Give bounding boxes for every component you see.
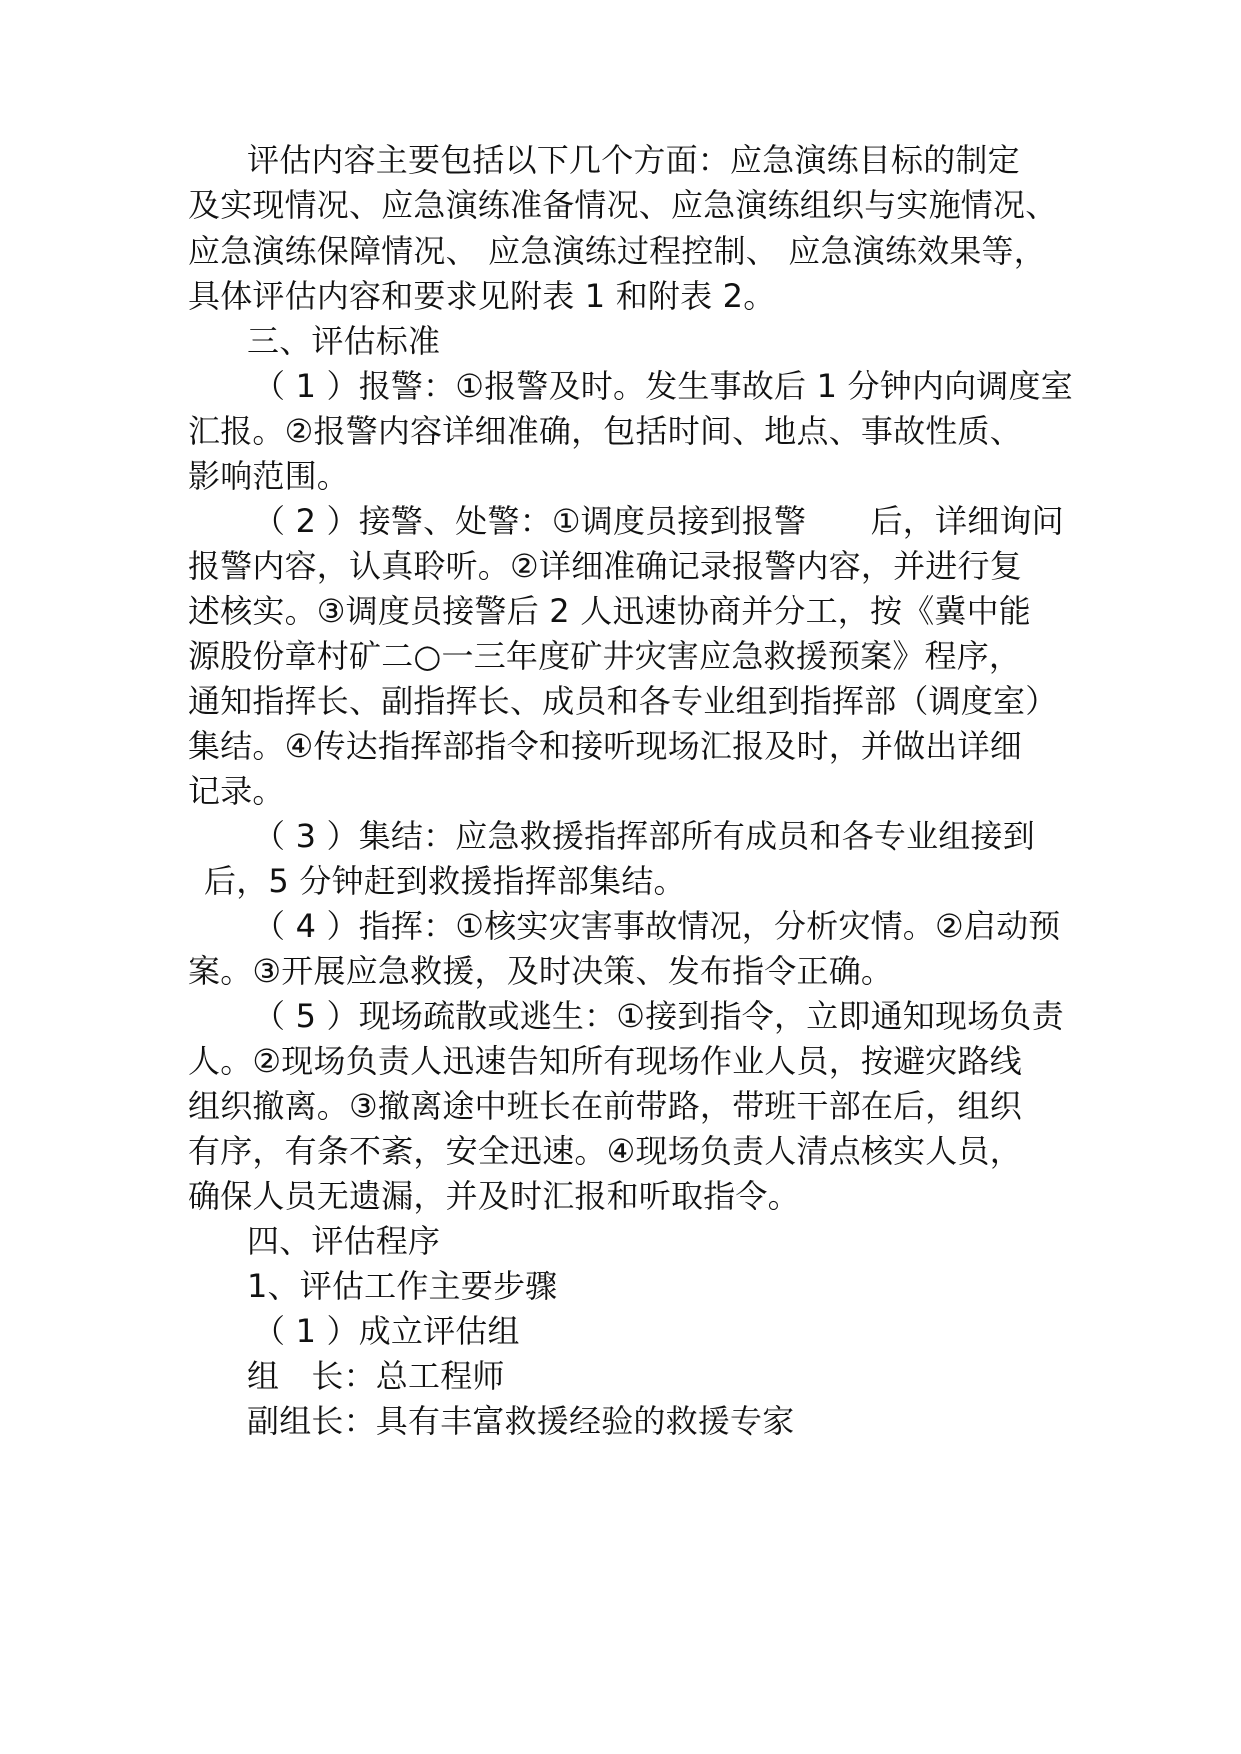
paragraph-line: 案。③开展应急救援，及时决策、发布指令正确。 <box>188 952 894 990</box>
paragraph-line: 有序，有条不紊，安全迅速。④现场负责人清点核实人员， <box>188 1132 1022 1170</box>
paragraph-line: 人。②现场负责人迅速告知所有现场作业人员，按避灾路线 <box>188 1042 1022 1080</box>
paragraph-line: 具体评估内容和要求见附表 1 和附表 2。 <box>188 277 776 315</box>
paragraph-line: （ 3 ）集结：应急救援指挥部所有成员和各专业组接到 <box>253 817 1035 855</box>
paragraph-line: 副组长：具有丰富救援经验的救援专家 <box>247 1402 795 1440</box>
paragraph-line: 评估内容主要包括以下几个方面：应急演练目标的制定 <box>247 141 1020 179</box>
paragraph-line: 及实现情况、应急演练准备情况、应急演练组织与实施情况、 <box>188 186 1058 224</box>
paragraph-line: 确保人员无遗漏，并及时汇报和听取指令。 <box>188 1177 800 1215</box>
paragraph-line: 通知指挥长、副指挥长、成员和各专业组到指挥部（调度室） <box>188 682 1058 720</box>
paragraph-line: 记录。 <box>188 772 285 810</box>
subsection-heading: 1、评估工作主要步骤 <box>247 1267 558 1305</box>
paragraph-line: 集结。④传达指挥部指令和接听现场汇报及时，并做出详细 <box>188 727 1022 765</box>
paragraph-line: 组织撤离。③撤离途中班长在前带路，带班干部在后，组织 <box>188 1087 1022 1125</box>
paragraph-line: 汇报。②报警内容详细准确，包括时间、地点、事故性质、 <box>188 412 1022 450</box>
paragraph-line: （ 5 ）现场疏散或逃生：①接到指令，立即通知现场负责 <box>253 997 1064 1035</box>
paragraph-line: 述核实。③调度员接警后 2 人迅速协商并分工，按《冀中能 <box>188 592 1031 630</box>
section-heading: 四、评估程序 <box>247 1222 441 1260</box>
paragraph-line: （ 1 ）成立评估组 <box>253 1312 520 1350</box>
paragraph-line: 影响范围。 <box>188 457 350 495</box>
paragraph-line: 源股份章村矿二○一三年度矿井灾害应急救援预案》程序， <box>188 637 1022 675</box>
paragraph-line: （ 2 ）接警、处警：①调度员接到报警 后，详细询问 <box>253 502 1064 540</box>
paragraph-line: （ 1 ）报警：①报警及时。发生事故后 1 分钟内向调度室 <box>253 367 1073 405</box>
paragraph-line: （ 4 ）指挥：①核实灾害事故情况，分析灾情。②启动预 <box>253 907 1061 945</box>
paragraph-line: 组 长：总工程师 <box>247 1357 505 1395</box>
paragraph-line: 应急演练保障情况、 应急演练过程控制、 应急演练效果等， <box>188 232 1046 270</box>
section-heading: 三、评估标准 <box>247 322 441 360</box>
paragraph-line: 报警内容，认真聆听。②详细准确记录报警内容，并进行复 <box>188 547 1022 585</box>
paragraph-line: 后，5 分钟赶到救援指挥部集结。 <box>204 862 686 900</box>
